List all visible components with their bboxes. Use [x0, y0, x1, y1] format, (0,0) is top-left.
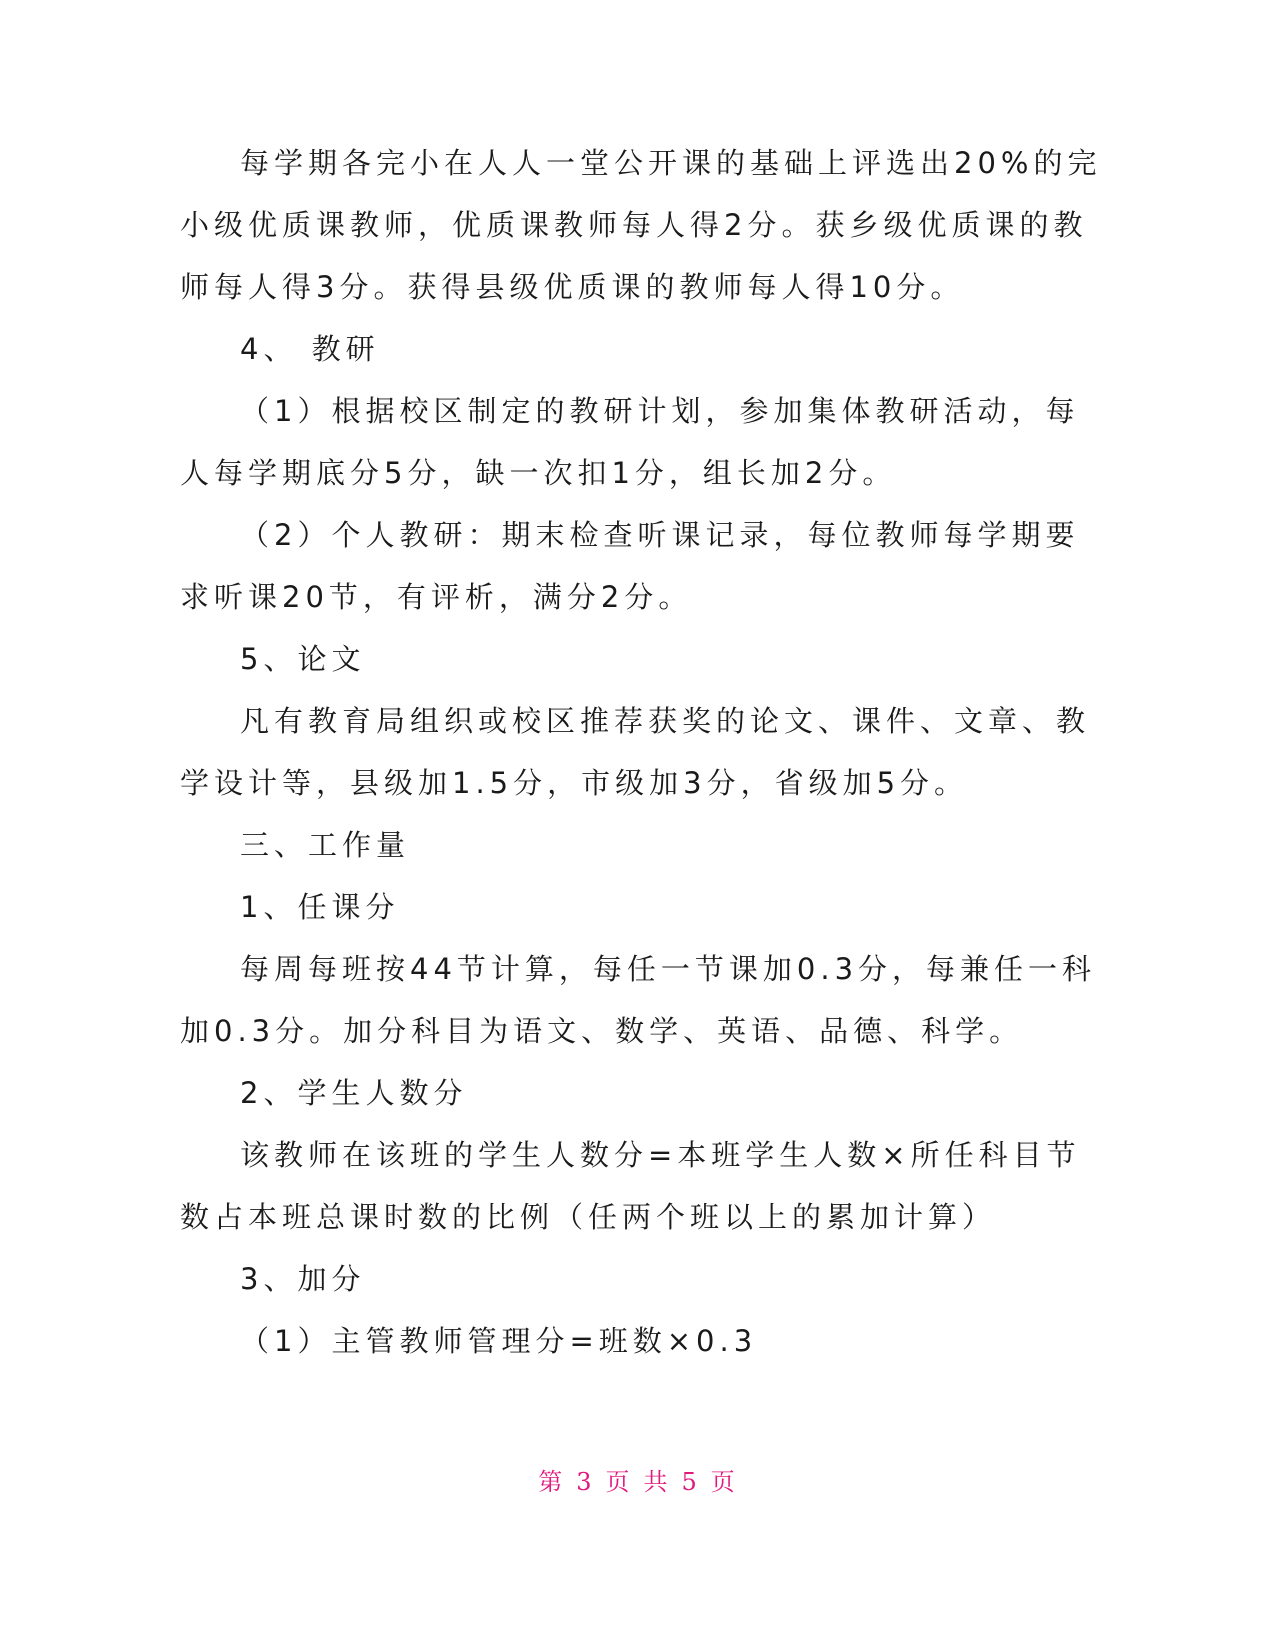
paragraph-line: 数占本班总课时数的比例（任两个班以上的累加计算） — [180, 1200, 997, 1234]
section-heading: 2、学生人数分 — [240, 1076, 468, 1110]
paragraph-line: 小级优质课教师，优质课教师每人得2分。获乡级优质课的教 — [180, 208, 1088, 242]
paragraph-line: 求听课20节，有评析，满分2分。 — [180, 580, 693, 614]
section-heading: 5、论文 — [240, 642, 366, 676]
paragraph-line: 人每学期底分5分，缺一次扣1分，组长加2分。 — [180, 456, 897, 490]
paragraph-line: 凡有教育局组织或校区推荐获奖的论文、课件、文章、教 — [240, 704, 1091, 738]
paragraph-line: （2）个人教研：期末检查听课记录，每位教师每学期要 — [240, 518, 1080, 552]
paragraph-line: 学设计等，县级加1.5分，市级加3分，省级加5分。 — [180, 766, 969, 800]
footer-current-page: 3 — [576, 1468, 594, 1496]
footer-label-page: 第 — [538, 1468, 565, 1496]
paragraph-line: 师每人得3分。获得县级优质课的教师每人得10分。 — [180, 270, 965, 304]
footer-total-pages: 5 — [681, 1468, 699, 1496]
page-footer — [0, 1462, 1275, 1497]
section-heading: 4、 教研 — [240, 332, 380, 366]
footer-label-total-unit: 页 — [710, 1468, 737, 1496]
section-heading: 3、加分 — [240, 1262, 366, 1296]
paragraph-line: 每学期各完小在人人一堂公开课的基础上评选出20%的完 — [240, 146, 1102, 180]
paragraph-line: 每周每班按44节计算，每任一节课加0.3分，每兼任一科 — [240, 952, 1097, 986]
paragraph-line: （1）主管教师管理分=班数×0.3 — [240, 1324, 758, 1358]
footer-label-total: 共 — [643, 1468, 670, 1496]
section-heading: 1、任课分 — [240, 890, 400, 924]
paragraph-line: 该教师在该班的学生人数分=本班学生人数×所任科目节 — [240, 1138, 1081, 1172]
paragraph-line: （1）根据校区制定的教研计划，参加集体教研活动，每 — [240, 394, 1080, 428]
footer-label-page-unit: 页 — [605, 1468, 632, 1496]
section-heading: 三、工作量 — [240, 828, 411, 862]
paragraph-line: 加0.3分。加分科目为语文、数学、英语、品德、科学。 — [180, 1014, 1024, 1048]
